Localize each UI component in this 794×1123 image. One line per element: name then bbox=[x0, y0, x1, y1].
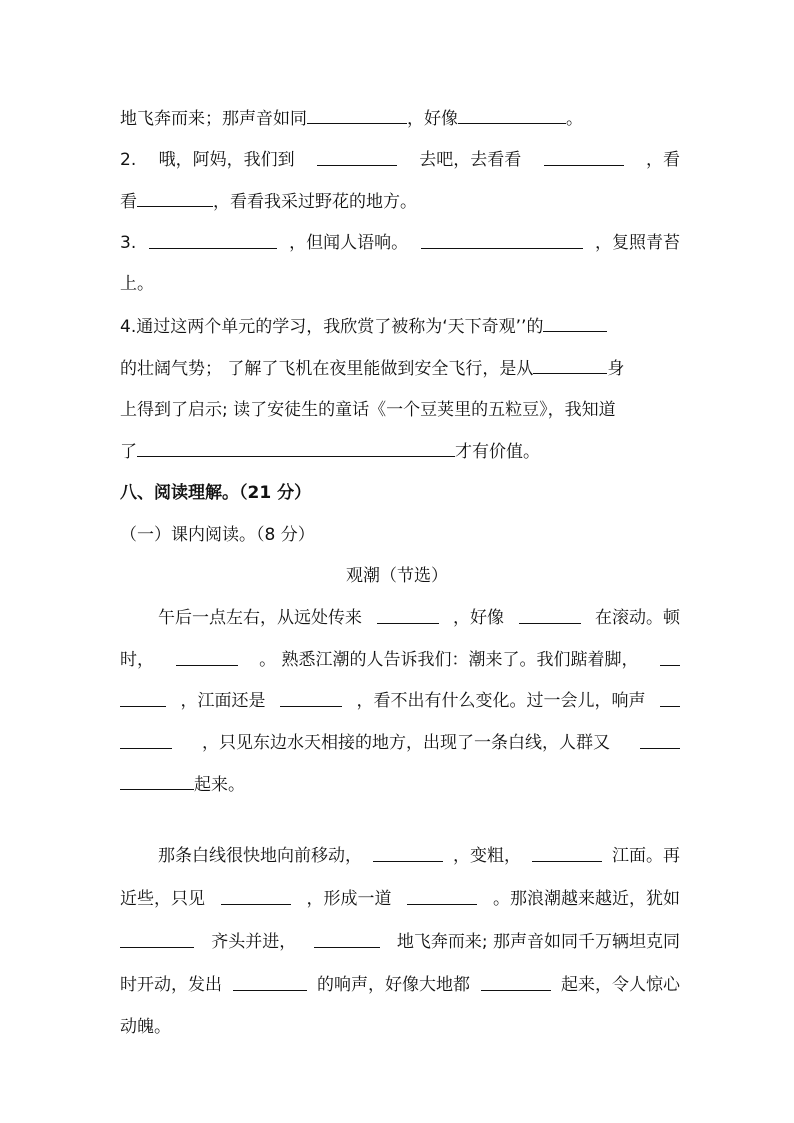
question-4-line-4: 了 才有价值。 bbox=[120, 442, 540, 462]
question-number: 3. bbox=[120, 233, 137, 253]
passage-line: 时开动，发出 的响声，好像大地都 起来，令人惊心 bbox=[120, 975, 680, 995]
question-4-line-3: 上得到了启示; 读了安徒生的童话《一个豆荚里的五粒豆》，我知道 bbox=[120, 400, 616, 420]
passage-line: 那条白线很快地向前移动， ，变粗， 江面。再 bbox=[158, 846, 680, 866]
passage-line: 齐头并进， 地飞奔而来; 那声音如同千万辆坦克同 bbox=[120, 931, 680, 953]
answer-blank[interactable] bbox=[458, 107, 566, 124]
question-4-line-2: 的壮阔气势； 了解了飞机在夜里能做到安全飞行，是从 身 bbox=[120, 359, 625, 379]
line-continued: 地飞奔而来；那声音如同 ，好像 。 bbox=[120, 109, 583, 129]
answer-blank[interactable] bbox=[120, 732, 172, 749]
answer-blank[interactable] bbox=[280, 690, 342, 707]
answer-blank[interactable] bbox=[314, 931, 380, 948]
answer-blank[interactable] bbox=[149, 232, 277, 249]
passage-line: 午后一点左右，从远处传来 ，好像 在滚动。顿 bbox=[158, 608, 680, 628]
question-3-line-2: 上。 bbox=[120, 274, 154, 294]
answer-blank[interactable] bbox=[307, 107, 407, 124]
answer-blank[interactable] bbox=[660, 649, 680, 666]
passage-line: 近些，只见 ，形成一道 。那浪潮越来越近，犹如 bbox=[120, 889, 680, 909]
question-number: 4. bbox=[120, 317, 137, 337]
section-heading: 八、阅读理解。（21 分） bbox=[120, 483, 312, 503]
answer-blank[interactable] bbox=[120, 773, 194, 790]
question-4-line-1: 4.通过这两个单元的学习，我欣赏了被称为‘天下奇观’’的 bbox=[120, 315, 680, 338]
answer-blank[interactable] bbox=[373, 845, 443, 862]
passage-line: 时， 。 熟悉江潮的人告诉我们：潮来了。我们踮着脚， bbox=[120, 649, 680, 671]
passage-line: ，江面还是 ，看不出有什么变化。过一会儿，响声 bbox=[120, 690, 680, 712]
question-2-line-2: 看 ，看看我采过野花的地方。 bbox=[120, 192, 417, 212]
answer-blank[interactable] bbox=[481, 974, 551, 991]
answer-blank[interactable] bbox=[176, 649, 238, 666]
answer-blank[interactable] bbox=[640, 732, 680, 749]
passage-line: 动魄。 bbox=[120, 1017, 171, 1037]
answer-blank[interactable] bbox=[407, 888, 477, 905]
passage-line: 起来。 bbox=[120, 773, 680, 796]
answer-blank[interactable] bbox=[519, 607, 581, 624]
passage-title: 观潮（节选） bbox=[346, 566, 448, 586]
question-number: 2. bbox=[120, 150, 137, 170]
answer-blank[interactable] bbox=[377, 607, 439, 624]
answer-blank[interactable] bbox=[120, 690, 166, 707]
answer-blank[interactable] bbox=[137, 440, 455, 457]
passage-line: ，只见东边水天相接的地方，出现了一条白线，人群又 bbox=[120, 732, 680, 754]
answer-blank[interactable] bbox=[532, 845, 602, 862]
answer-blank[interactable] bbox=[233, 974, 307, 991]
answer-blank[interactable] bbox=[317, 149, 397, 166]
answer-blank[interactable] bbox=[544, 149, 624, 166]
answer-blank[interactable] bbox=[421, 232, 583, 249]
question-2-line-1: 2. 哦，阿妈，我们到 去吧，去看看 ，看 bbox=[120, 150, 680, 170]
answer-blank[interactable] bbox=[660, 690, 680, 707]
subsection-heading: （一）课内阅读。（8 分） bbox=[120, 525, 315, 545]
answer-blank[interactable] bbox=[543, 315, 607, 332]
answer-blank[interactable] bbox=[120, 931, 194, 948]
answer-blank[interactable] bbox=[221, 888, 291, 905]
answer-blank[interactable] bbox=[533, 357, 607, 374]
answer-blank[interactable] bbox=[137, 190, 213, 207]
question-3-line-1: 3. ，但闻人语响。 ，复照青苔 bbox=[120, 233, 680, 253]
